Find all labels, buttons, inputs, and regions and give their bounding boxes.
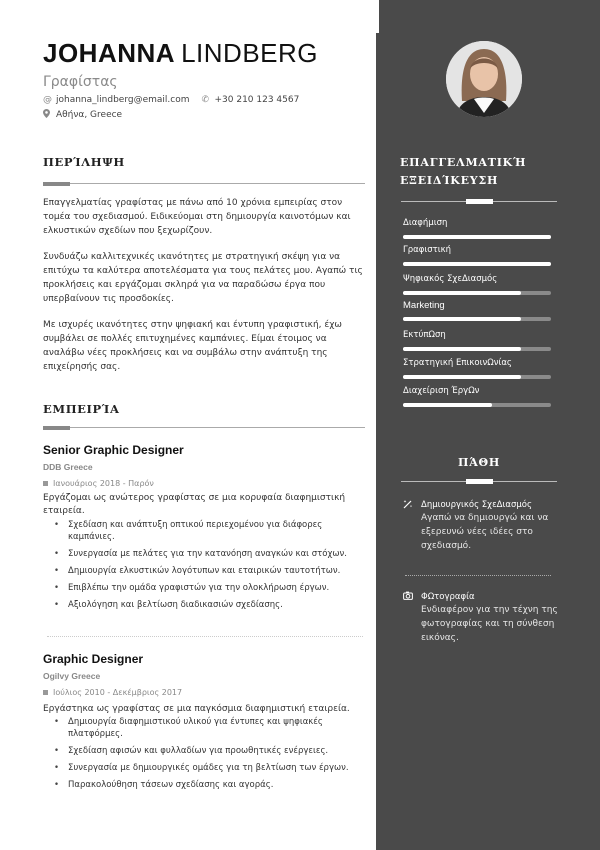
skills-heading-line: ΕΠΑΓΓΕΛΜΑΤΙΚΉ [400, 156, 527, 169]
job-bullets [52, 716, 352, 796]
skill-bar [403, 235, 551, 239]
skill-bar [403, 317, 551, 321]
location: Αθήνα, Greece [56, 110, 123, 120]
skill-item [403, 330, 553, 351]
skill-bar-fill [403, 375, 521, 379]
calendar-icon [43, 481, 48, 486]
location-row [43, 109, 122, 121]
list-item: • Επιβλέπω την ομάδα γραφιστών για την ολοκλήρωση έργων. [52, 582, 352, 594]
camera-icon [403, 591, 413, 603]
skill-name: Marketing [403, 300, 445, 311]
skill-item [403, 274, 553, 295]
list-item: • Σχεδίαση αφισών και φυλλαδίων για προωθητικές ενέργειες. [52, 745, 352, 757]
skill-bar [403, 262, 551, 266]
hobbies-heading: ΠΆΘΗ [458, 456, 501, 469]
skill-name: Στρατηγική ΕπικοινΩνίας [403, 358, 512, 368]
list-item: • Συνεργασία με πελάτες για την κατανόηση αναγκών και στόχων. [52, 548, 352, 560]
sidebar-notch [375, 0, 379, 33]
list-item: • Παρακολούθηση τάσεων σχεδίασης και αγοράς. [52, 779, 352, 791]
phone-item [201, 95, 299, 105]
job-role: Graphic Designer [43, 652, 144, 666]
skill-name: Γραφιστική [403, 245, 451, 255]
skill-name: ΕκτύπΩση [403, 330, 446, 340]
skill-item [403, 386, 553, 407]
skill-name: Διαφήμιση [403, 218, 448, 228]
at-icon: @ [43, 95, 52, 105]
summary-paragraph: Συνδυάζω καλλιτεχνικές ικανότητες με στρατηγική σκέψη για να επιτύχω τα καλύτερα αποτελέσματα για τους πελάτες μου. Αγαπώ τις προκλήσεις και εργάζομαι σκληρά για να παραδώσω έργα που υπερβαίνουν τις προσδοκίες. [43, 252, 363, 304]
job-bullets [52, 519, 352, 616]
hobby-item [403, 499, 558, 553]
skill-bar [403, 375, 551, 379]
job-role: Senior Graphic Designer [43, 443, 184, 457]
calendar-icon [43, 690, 48, 695]
summary-heading: ΠΕΡΊΛΗΨΗ [43, 155, 125, 169]
skill-name: Ψηφιακός ΣχεΔιασμός [403, 274, 498, 284]
hobby-name: Δημιουργικός ΣχεΔιασμός [421, 500, 532, 510]
job-description: Εργάζομαι ως ανώτερος γραφίστας σε μια κορυφαία διαφημιστική εταιρεία. [43, 493, 346, 516]
summary-paragraph: Επαγγελματίας γραφίστας με πάνω από 10 χρόνια εμπειρίας στον τομέα του σχεδιασμού. Ειδικεύομαι στη δημιουργία καινοτόμων και ελκυστικών σχεδίων που ξεχωρίζουν. [43, 198, 351, 236]
list-item: • Συνεργασία με δημιουργικές ομάδες για τη βελτίωση των έργων. [52, 762, 352, 774]
summary-divider [43, 183, 365, 184]
list-item: • Σχεδίαση και ανάπτυξη οπτικού περιεχομένου για διάφορες καμπάνιες. [52, 519, 352, 543]
job-company: Ogilvy Greece [43, 671, 101, 681]
skill-bar [403, 291, 551, 295]
job-company: DDB Greece [43, 462, 93, 472]
skill-bar-fill [403, 235, 551, 239]
skill-item [403, 245, 553, 266]
job-dates-text: Ιανουάριος 2018 - Παρόν [53, 479, 154, 488]
skill-bar-fill [403, 262, 551, 266]
skills-heading-line: ΕΞΕΙΔΊΚΕΥΣΗ [400, 174, 499, 187]
job-dates [43, 479, 154, 488]
profile-photo [446, 41, 522, 117]
job-dates [43, 688, 182, 697]
job-separator [47, 636, 363, 637]
map-pin-icon [43, 109, 56, 121]
experience-heading: ΕΜΠΕΙΡΊΑ [43, 402, 120, 416]
hobby-name: ΦΩτογραφία [421, 592, 475, 602]
hobby-separator [405, 575, 551, 576]
list-item: • Δημιουργία ελκυστικών λογότυπων και εταιρικών ταυτοτήτων. [52, 565, 352, 577]
hobby-item [403, 591, 558, 645]
list-item: • Αξιολόγηση και βελτίωση διαδικασιών σχεδίασης. [52, 599, 352, 611]
last-name: LINDBERG [181, 38, 318, 68]
job-title: Γραφίστας [43, 74, 118, 90]
experience-divider [43, 427, 365, 428]
phone-number[interactable]: +30 210 123 4567 [214, 95, 300, 105]
hobby-description: Ενδιαφέρον για την τέχνη της φωτογραφίας και τη σύνθεση εικόνας. [421, 605, 558, 643]
skills-divider [401, 201, 557, 202]
skill-bar-fill [403, 347, 521, 351]
job-description: Εργάστηκα ως γραφίστας σε μια παγκόσμια διαφημιστική εταιρεία. [43, 704, 350, 714]
skill-item [403, 358, 553, 379]
summary-paragraph: Με ισχυρές ικανότητες στην ψηφιακή και έντυπη γραφιστική, έχω συμβάλει σε πολλές επιτυχημένες καμπάνιες. Είμαι έτοιμος να αναλάβω νέες προκλήσεις και να συμβάλω στην ανάπτυξη της επιχείρησής σας. [43, 320, 342, 372]
full-name [43, 38, 318, 69]
hobby-description: Αγαπώ να δημιουργώ και να εξερευνώ νέες ιδέες στο σχεδιασμό. [421, 513, 549, 551]
skill-item [403, 218, 553, 239]
skill-bar [403, 347, 551, 351]
skill-item [403, 300, 553, 321]
first-name: JOHANNA [43, 38, 176, 68]
hobbies-divider [401, 481, 557, 482]
list-item: • Δημιουργία διαφημιστικού υλικού για έντυπες και ψηφιακές πλατφόρμες. [52, 716, 352, 740]
skill-bar-fill [403, 317, 521, 321]
sidebar [376, 0, 600, 850]
skill-bar-fill [403, 291, 521, 295]
skill-bar [403, 403, 551, 407]
phone-icon: ✆ [201, 95, 210, 105]
magic-wand-icon [403, 499, 413, 512]
job-dates-text: Ιούλιος 2010 - Δεκέμβριος 2017 [53, 688, 183, 697]
skills-heading [400, 154, 526, 190]
skill-bar-fill [403, 403, 492, 407]
contact-row [43, 95, 299, 105]
email-link[interactable]: johanna_lindberg@email.com [56, 95, 190, 105]
skill-name: Διαχείριση ΈργΩν [403, 386, 480, 396]
